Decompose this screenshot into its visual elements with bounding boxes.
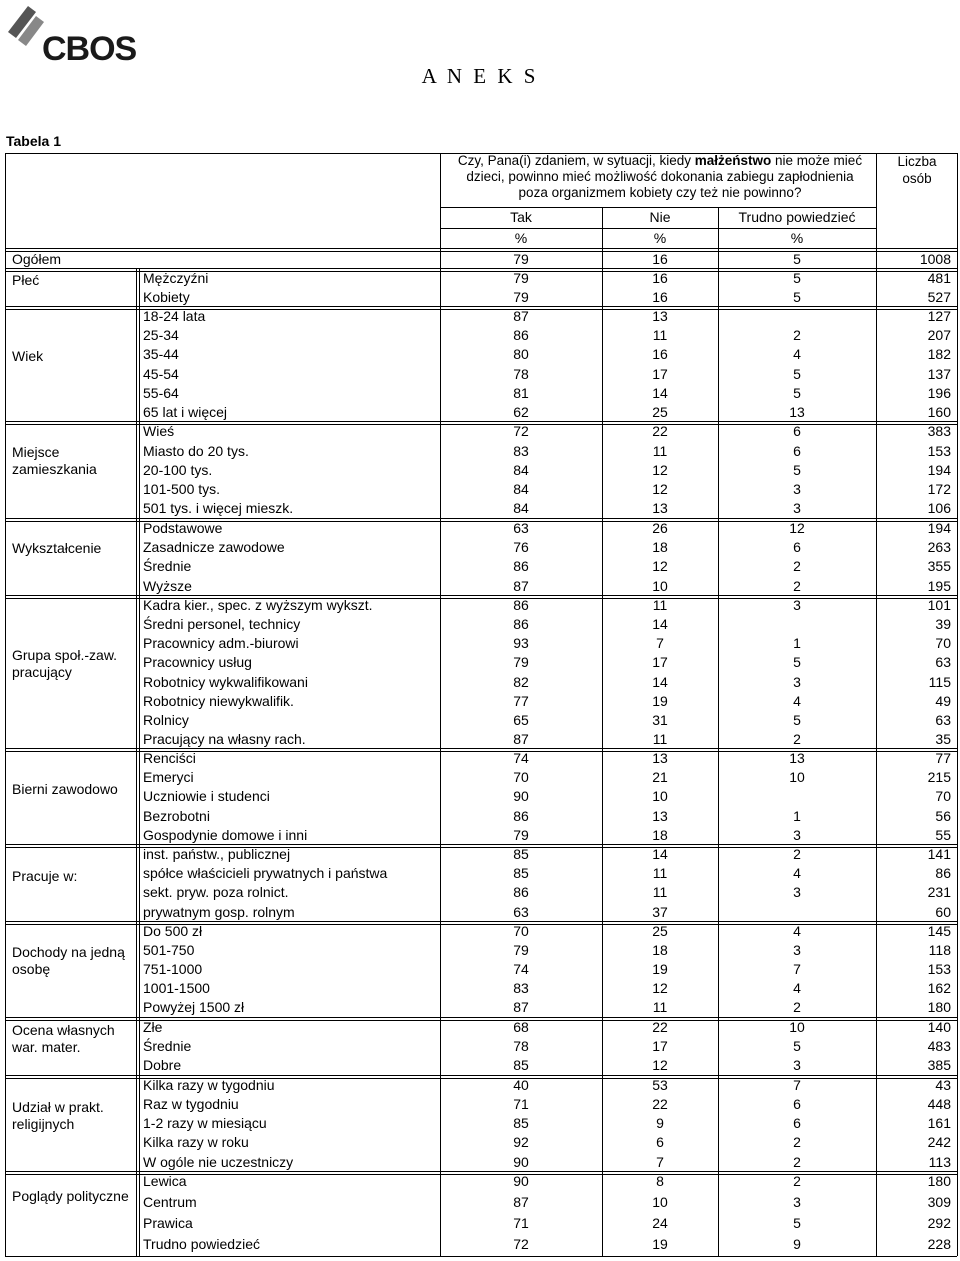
cell-n: 231 [927, 884, 951, 900]
group-label: Ocena własnych war. mater. [12, 1022, 115, 1055]
row-label: Do 500 zł [143, 923, 203, 939]
group-label: Dochody na jedną osobę [12, 944, 125, 977]
cell-n: 141 [927, 846, 951, 862]
group-label: Poglądy polityczne [12, 1188, 129, 1204]
cell-tak: 78 [513, 366, 529, 382]
row-label-total: Ogółem [12, 251, 62, 267]
cell-trudno: 3 [793, 481, 801, 497]
cell-tak: 62 [513, 404, 529, 420]
cell-trudno: 6 [793, 539, 801, 555]
group-label: Płeć [12, 272, 40, 288]
row-label: 18-24 lata [143, 308, 206, 324]
row-label: Prawica [143, 1215, 193, 1231]
cell-trudno: 9 [793, 1236, 801, 1252]
row-label: Złe [143, 1019, 163, 1035]
cell-n: 55 [935, 827, 951, 843]
cell-tak: 93 [513, 635, 529, 651]
group-label: Wiek [12, 348, 44, 364]
row-label: Pracownicy adm.-biurowi [143, 635, 299, 651]
cell-tak: 92 [513, 1134, 529, 1150]
cell-tak: 85 [513, 1115, 529, 1131]
row-label: 65 lat i więcej [143, 404, 228, 420]
cell-tak: 90 [513, 788, 529, 804]
cell-n: 182 [927, 346, 951, 362]
cell-n: 70 [935, 635, 951, 651]
row-label: Zasadnicze zawodowe [143, 539, 285, 555]
cell-trudno: 6 [793, 1096, 801, 1112]
col-header-tak: Tak [510, 209, 532, 225]
col-header-trudno: Trudno powiedzieć [738, 209, 856, 225]
cell-n: 160 [927, 404, 951, 420]
cell-trudno: 2 [793, 1134, 801, 1150]
row-label: sekt. pryw. poza rolnict. [143, 884, 289, 900]
cell-nie: 16 [652, 289, 668, 305]
cell-n: 63 [935, 712, 951, 728]
cell-nie: 13 [652, 808, 668, 824]
cell-nie: 6 [656, 1134, 664, 1150]
cell-nie: 19 [652, 1236, 668, 1252]
cell-nie: 22 [652, 1096, 668, 1112]
col-header-nie: Nie [649, 209, 671, 225]
cell-nie: 25 [652, 404, 668, 420]
row-label: W ogóle nie uczestniczy [143, 1154, 294, 1170]
cell-trudno: 10 [789, 769, 805, 785]
cell-n: 263 [927, 539, 951, 555]
cell-tak: 86 [513, 597, 529, 613]
table-border-right [957, 153, 958, 1256]
cell-trudno: 12 [789, 520, 805, 536]
cell-nie: 24 [652, 1215, 668, 1231]
row-label: Robotnicy niewykwalifik. [143, 693, 294, 709]
cell-nie: 14 [652, 385, 668, 401]
liczba-header: Liczba osób [897, 154, 937, 186]
row-label: 45-54 [143, 366, 179, 382]
pct-header-nie: % [653, 230, 667, 246]
cell-n: 63 [935, 654, 951, 670]
cell-trudno: 7 [793, 961, 801, 977]
group-label: Pracuje w: [12, 868, 78, 884]
cell-tak: 87 [513, 731, 529, 747]
row-label: Kilka razy w tygodniu [143, 1077, 275, 1093]
cell-nie: 9 [656, 1115, 664, 1131]
cell-tak: 82 [513, 674, 529, 690]
cell-nie: 18 [652, 539, 668, 555]
cell-nie: 10 [652, 788, 668, 804]
cell-trudno: 5 [793, 462, 801, 478]
cell-n: 196 [927, 385, 951, 401]
row-label: 25-34 [143, 327, 179, 343]
cell-trudno: 4 [793, 865, 801, 881]
cell-nie: 22 [652, 423, 668, 439]
cell-trudno: 2 [793, 1154, 801, 1170]
cell-nie: 37 [652, 904, 668, 920]
cell-tak: 79 [513, 654, 529, 670]
cell-trudno: 4 [793, 923, 801, 939]
cell-trudno: 2 [793, 999, 801, 1015]
cell-n: 86 [935, 865, 951, 881]
cell-trudno: 3 [793, 674, 801, 690]
cell-n: 39 [935, 616, 951, 632]
cell-n: 153 [927, 443, 951, 459]
cell-n: 35 [935, 731, 951, 747]
row-label: Emeryci [143, 769, 194, 785]
cell-n: 194 [927, 462, 951, 478]
cell-nie: 13 [652, 308, 668, 324]
cell-tak: 70 [513, 923, 529, 939]
cell-trudno: 1 [793, 808, 801, 824]
cell-tak: 68 [513, 1019, 529, 1035]
cell-trudno: 5 [793, 270, 801, 286]
cell-nie: 19 [652, 961, 668, 977]
cell-trudno: 3 [793, 827, 801, 843]
cell-trudno: 5 [793, 654, 801, 670]
cell-tak: 90 [513, 1173, 529, 1189]
cell-tak: 85 [513, 1057, 529, 1073]
cell-nie: 11 [652, 443, 668, 459]
cell-tak: 40 [513, 1077, 529, 1093]
group-label: Wykształcenie [12, 540, 102, 556]
cell-trudno: 3 [793, 597, 801, 613]
label-col-divider [136, 269, 140, 1256]
cell-nie: 12 [652, 481, 668, 497]
cell-n: 527 [927, 289, 951, 305]
cell-n: 118 [928, 942, 951, 958]
cell-nie: 14 [652, 674, 668, 690]
cell-n: 77 [935, 750, 951, 766]
cell-n: 172 [927, 481, 951, 497]
col-divider-trudno [718, 207, 719, 1256]
cell-tak: 84 [513, 500, 529, 516]
row-label: Mężczyźni [143, 270, 209, 286]
cell-tak: 84 [513, 481, 529, 497]
row-label: Renciści [143, 750, 196, 766]
cell-nie: 21 [652, 769, 668, 785]
cell-n: 113 [928, 1154, 951, 1170]
row-label: Kadra kier., spec. z wyższym wykszt. [143, 597, 373, 613]
row-label: Rolnicy [143, 712, 189, 728]
cell-nie: 19 [652, 693, 668, 709]
cell-tak: 86 [513, 616, 529, 632]
cell-n: 448 [927, 1096, 951, 1112]
row-label: Centrum [143, 1194, 197, 1210]
question-text: Czy, Pana(i) zdaniem, w sytuacji, kiedy małżeństwo nie może mieć dzieci, powinno mieć możliwość dokonania zabiegu zapłodnienia poza organizmem kobiety czy też nie powinno? [457, 153, 863, 200]
cell-tak: 86 [513, 327, 529, 343]
cell-nie: 11 [652, 999, 668, 1015]
row-label: Wieś [143, 423, 175, 439]
cell-trudno: 3 [793, 884, 801, 900]
row-label: inst. państw., publicznej [143, 846, 291, 862]
cell-tak: 85 [513, 865, 529, 881]
cell-trudno: 5 [793, 385, 801, 401]
cell-nie: 14 [652, 616, 668, 632]
cell-n: 145 [927, 923, 951, 939]
cell-n: 137 [927, 366, 951, 382]
cell-nie: 22 [652, 1019, 668, 1035]
row-label: 20-100 tys. [143, 462, 213, 478]
cell-trudno: 5 [793, 289, 801, 305]
cell-tak: 74 [513, 961, 529, 977]
cell-tak: 87 [513, 308, 529, 324]
row-label: 101-500 tys. [143, 481, 221, 497]
col-divider-tak [440, 153, 441, 1256]
row-label: prywatnym gosp. rolnym [143, 904, 295, 920]
cell-tak: 84 [513, 462, 529, 478]
cell-nie: 16 [652, 270, 668, 286]
cell-tak: 70 [513, 769, 529, 785]
cell-n: 483 [927, 1038, 951, 1054]
cell-tak: 79 [513, 827, 529, 843]
cell-nie: 18 [652, 942, 668, 958]
cell-nie: 11 [652, 884, 668, 900]
cell-nie: 17 [652, 654, 668, 670]
row-label: Trudno powiedzieć [143, 1236, 260, 1252]
cell-nie: 11 [652, 865, 668, 881]
row-label: Średnie [143, 1038, 192, 1054]
cell-n: 242 [927, 1134, 951, 1150]
table-border-bottom [5, 1256, 957, 1257]
group-label: Grupa społ.-zaw. pracujący [12, 647, 118, 680]
cell-tak: 63 [513, 904, 529, 920]
cell-tak: 74 [513, 750, 529, 766]
cell-trudno: 2 [793, 558, 801, 574]
cell-nie: 17 [652, 366, 668, 382]
cell-n: 228 [927, 1236, 951, 1252]
pct-header-tak: % [514, 230, 528, 246]
cell-tak: 86 [513, 558, 529, 574]
row-label: Kilka razy w roku [143, 1134, 249, 1150]
pct-header-trudno: % [790, 230, 804, 246]
cell-tak: 86 [513, 808, 529, 824]
cell-nie: 12 [652, 462, 668, 478]
cell-n: 106 [927, 500, 951, 516]
cell-n: 162 [927, 980, 951, 996]
row-label: 751-1000 [143, 961, 203, 977]
cell-n: 383 [927, 423, 951, 439]
row-label: Pracujący na własny rach. [143, 731, 306, 747]
cell-nie: 8 [656, 1173, 664, 1189]
cell-n: 43 [935, 1077, 951, 1093]
cell-tak: 79 [513, 270, 529, 286]
cell-nie: 11 [652, 731, 668, 747]
row-label: Gospodynie domowe i inni [143, 827, 308, 843]
cell-trudno: 6 [793, 423, 801, 439]
cell-n: 161 [927, 1115, 951, 1131]
row-label: 501 tys. i więcej mieszk. [143, 500, 294, 516]
cell-tak: 90 [513, 1154, 529, 1170]
cell-nie: 17 [652, 1038, 668, 1054]
row-label: 1001-1500 [143, 980, 210, 996]
cell-n: 481 [927, 270, 951, 286]
cell-tak: 63 [513, 520, 529, 536]
cell-trudno: 7 [793, 1077, 801, 1093]
cell-trudno: 13 [789, 404, 805, 420]
cell-n: 1008 [919, 251, 951, 267]
row-label: Średni personel, technicy [143, 616, 301, 632]
cell-trudno: 10 [789, 1019, 805, 1035]
cell-n: 385 [927, 1057, 951, 1073]
cell-nie: 26 [652, 520, 668, 536]
cell-nie: 11 [652, 327, 668, 343]
table-border-top [5, 153, 957, 154]
cell-n: 153 [927, 961, 951, 977]
cell-nie: 14 [652, 846, 668, 862]
cell-nie: 31 [652, 712, 668, 728]
cell-n: 127 [927, 308, 951, 324]
row-label: Kobiety [143, 289, 190, 305]
cell-n: 115 [928, 674, 951, 690]
row-label: Podstawowe [143, 520, 223, 536]
cell-n: 180 [927, 1173, 951, 1189]
table-border-left [5, 153, 6, 1256]
row-label: 55-64 [143, 385, 179, 401]
cell-n: 60 [935, 904, 951, 920]
cell-n: 49 [935, 693, 951, 709]
cell-tak: 72 [513, 423, 529, 439]
cell-tak: 87 [513, 999, 529, 1015]
cell-tak: 80 [513, 346, 529, 362]
cell-tak: 83 [513, 443, 529, 459]
cell-trudno: 5 [793, 251, 801, 267]
row-label: Miasto do 20 tys. [143, 443, 249, 459]
cell-nie: 12 [652, 558, 668, 574]
cell-nie: 10 [652, 578, 668, 594]
cell-tak: 85 [513, 846, 529, 862]
cell-n: 56 [935, 808, 951, 824]
cell-trudno: 2 [793, 731, 801, 747]
cell-n: 292 [927, 1215, 951, 1231]
cell-nie: 7 [656, 1154, 664, 1170]
logo-text: CBOS [42, 30, 137, 68]
row-label: Wyższe [143, 578, 192, 594]
header-divider-2 [440, 228, 876, 229]
cell-nie: 18 [652, 827, 668, 843]
row-label: Uczniowie i studenci [143, 788, 270, 804]
cell-trudno: 6 [793, 1115, 801, 1131]
cell-trudno: 3 [793, 1194, 801, 1210]
cell-tak: 76 [513, 539, 529, 555]
logo-mark-icon [6, 4, 46, 48]
cell-tak: 72 [513, 1236, 529, 1252]
group-label: Bierni zawodowo [12, 781, 118, 797]
row-label: spółce właścicieli prywatnych i państwa [143, 865, 388, 881]
cell-trudno: 5 [793, 712, 801, 728]
row-label: Lewica [143, 1173, 187, 1189]
table-label: Tabela 1 [6, 133, 61, 149]
cell-trudno: 3 [793, 942, 801, 958]
cell-n: 309 [927, 1194, 951, 1210]
cell-n: 207 [927, 327, 951, 343]
page-title: A N E K S [421, 64, 539, 88]
cell-trudno: 5 [793, 1038, 801, 1054]
cell-tak: 79 [513, 289, 529, 305]
row-label: Bezrobotni [143, 808, 210, 824]
row-label: 1-2 razy w miesiącu [143, 1115, 267, 1131]
row-label: Średnie [143, 558, 192, 574]
cell-nie: 11 [652, 597, 668, 613]
cell-nie: 16 [652, 251, 668, 267]
cell-trudno: 3 [793, 1057, 801, 1073]
cell-nie: 7 [656, 635, 664, 651]
row-label: Pracownicy usług [143, 654, 252, 670]
cell-trudno: 5 [793, 1215, 801, 1231]
cell-trudno: 13 [789, 750, 805, 766]
row-label: Robotnicy wykwalifikowani [143, 674, 308, 690]
cell-tak: 79 [513, 942, 529, 958]
cell-tak: 71 [513, 1096, 529, 1112]
cell-nie: 13 [652, 500, 668, 516]
cell-n: 180 [927, 999, 951, 1015]
cell-nie: 13 [652, 750, 668, 766]
cell-tak: 78 [513, 1038, 529, 1054]
row-label: Powyżej 1500 zł [143, 999, 245, 1015]
cell-nie: 16 [652, 346, 668, 362]
cell-n: 195 [927, 578, 951, 594]
cell-trudno: 2 [793, 327, 801, 343]
cell-tak: 81 [513, 385, 529, 401]
cell-trudno: 2 [793, 1173, 801, 1189]
col-divider-nie [602, 207, 603, 1256]
cell-tak: 83 [513, 980, 529, 996]
cell-n: 140 [927, 1019, 951, 1035]
cell-trudno: 4 [793, 693, 801, 709]
cell-n: 70 [935, 788, 951, 804]
cell-tak: 79 [513, 251, 529, 267]
group-label: Udział w prakt. religijnych [12, 1099, 104, 1132]
cell-tak: 87 [513, 578, 529, 594]
row-label: Raz w tygodniu [143, 1096, 239, 1112]
col-divider-n [876, 153, 877, 1256]
cell-nie: 10 [652, 1194, 668, 1210]
cell-trudno: 2 [793, 578, 801, 594]
cell-n: 355 [927, 558, 951, 574]
cbos-logo [6, 4, 136, 66]
cell-n: 215 [927, 769, 951, 785]
cell-trudno: 4 [793, 346, 801, 362]
cell-tak: 71 [513, 1215, 529, 1231]
cell-nie: 12 [652, 980, 668, 996]
cell-trudno: 1 [793, 635, 801, 651]
cell-tak: 86 [513, 884, 529, 900]
cell-nie: 12 [652, 1057, 668, 1073]
row-label: 501-750 [143, 942, 195, 958]
row-label: 35-44 [143, 346, 179, 362]
group-label: Miejsce zamieszkania [12, 444, 97, 477]
cell-n: 194 [927, 520, 951, 536]
cell-trudno: 4 [793, 980, 801, 996]
cell-tak: 65 [513, 712, 529, 728]
cell-trudno: 2 [793, 846, 801, 862]
cell-nie: 25 [652, 923, 668, 939]
cell-trudno: 3 [793, 500, 801, 516]
cell-nie: 53 [652, 1077, 668, 1093]
cell-tak: 77 [513, 693, 529, 709]
header-divider-1 [440, 207, 876, 208]
cell-trudno: 5 [793, 366, 801, 382]
row-label: Dobre [143, 1057, 182, 1073]
cell-tak: 87 [513, 1194, 529, 1210]
cell-n: 101 [927, 597, 951, 613]
cell-trudno: 6 [793, 443, 801, 459]
